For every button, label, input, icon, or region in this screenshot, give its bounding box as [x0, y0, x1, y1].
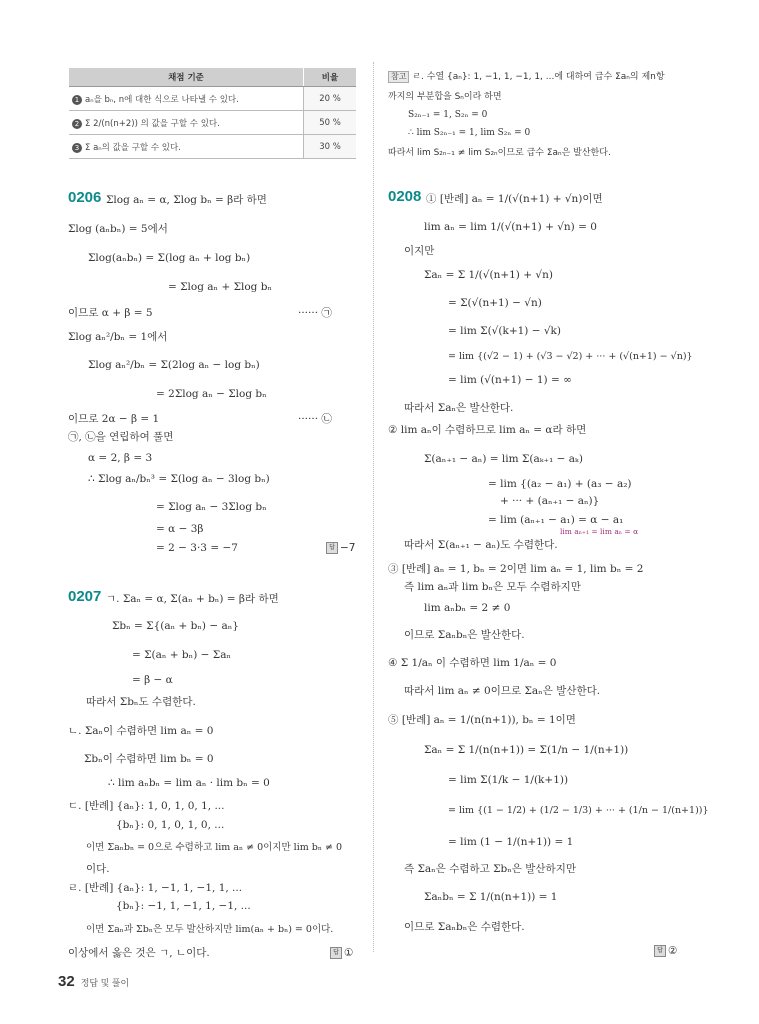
problem-number: 0206 — [68, 189, 102, 206]
note-line: ∴ lim S₂ₙ₋₁ = 1, lim S₂ₙ = 0 — [408, 128, 531, 138]
solution-line: ㄱ. Σaₙ = α, Σ(aₙ + bₙ) = β라 하면 — [106, 593, 279, 605]
solution-line: = lim (√(n+1) − 1) = ∞ — [448, 374, 572, 386]
grading-ratio: 30 % — [304, 135, 357, 159]
solution-line: = Σ(aₙ + bₙ) − Σaₙ — [132, 649, 231, 661]
grading-text: Σ aₙ의 값을 구할 수 있다. — [85, 142, 181, 153]
solution-line: Σlog aₙ²/bₙ = Σ(2log aₙ − log bₙ) — [88, 359, 260, 371]
step-badge: 3 — [72, 143, 82, 153]
solution-line: = Σ(√(n+1) − √n) — [448, 297, 542, 309]
solution-line: 이므로 Σaₙbₙ은 발산한다. — [404, 629, 525, 641]
grading-header-ratio: 비율 — [304, 68, 357, 87]
solution-line: = Σlog aₙ − 3Σlog bₙ — [156, 501, 267, 513]
solution-line: Σlog (aₙbₙ) = 5에서 — [68, 223, 168, 235]
solution-line: 이상에서 옳은 것은 ㄱ, ㄴ이다. — [68, 947, 210, 959]
solution-line: Σaₙbₙ = Σ 1/(n(n+1)) = 1 — [424, 891, 558, 903]
answer: 답 ① — [330, 946, 353, 960]
solution-line: 이면 Σaₙ과 Σbₙ은 모두 발산하지만 lim(aₙ + bₙ) = 0이다. — [86, 924, 334, 935]
grading-row — [69, 87, 356, 111]
grading-table — [69, 68, 356, 159]
solution-line: = lim {(√2 − 1) + (√3 − √2) + ··· + (√(n+1) − √n)} — [448, 351, 693, 362]
solution-line: 이므로 α + β = 5 — [68, 307, 153, 319]
answer-icon: 답 — [654, 945, 666, 957]
grading-header-row — [69, 68, 356, 87]
solution-line: 이면 Σaₙbₙ = 0으로 수렴하고 lim aₙ ≠ 0이지만 lim bₙ ≠ 0 — [86, 842, 343, 853]
solution-line: lim aₙbₙ = 2 ≠ 0 — [424, 602, 511, 614]
solution-line: 따라서 lim aₙ ≠ 0이므로 Σaₙ은 발산한다. — [404, 685, 601, 697]
page-footer — [58, 973, 129, 991]
solution-line: ㄹ. [반례] {aₙ}: 1, −1, 1, −1, 1, ... — [68, 882, 243, 894]
solution-line: ③ [반례] aₙ = 1, bₙ = 2이면 lim aₙ = 1, lim bₙ = 2 — [388, 563, 644, 575]
solution-line: lim aₙ = lim 1/(√(n+1) + √n) = 0 — [424, 221, 597, 233]
solution-line: Σbₙ = Σ{(aₙ + bₙ) − aₙ} — [112, 620, 239, 632]
grading-text: Σ 2/(n(n+2)) 의 값을 구할 수 있다. — [85, 118, 220, 129]
note-tag: 참고 — [388, 71, 409, 83]
solution-line: Σlog aₙ²/bₙ = 1에서 — [68, 331, 168, 343]
solution-line: ∴ Σlog aₙ/bₙ³ = Σ(log aₙ − 3log bₙ) — [88, 473, 270, 485]
annotation: lim aₙ₊₁ = lim aₙ = α — [560, 527, 639, 536]
solution-line: = β − α — [132, 674, 173, 686]
answer-icon: 답 — [326, 542, 338, 554]
problem-number: 0207 — [68, 588, 102, 605]
solution-line: ① [반례] aₙ = 1/(√(n+1) + √n)이면 — [426, 193, 603, 205]
solution-line: Σaₙ = Σ 1/(√(n+1) + √n) — [424, 269, 553, 281]
grading-text: aₙ을 bₙ, n에 대한 식으로 나타낼 수 있다. — [85, 94, 239, 105]
solution-line: {bₙ}: 0, 1, 0, 1, 0, ... — [116, 819, 225, 831]
solution-line: 따라서 Σaₙ은 발산한다. — [404, 402, 514, 414]
solution-line: ㉠, ㉡을 연립하여 풀면 — [68, 431, 174, 443]
note-line: 까지의 부분합을 Sₙ이라 하면 — [388, 92, 502, 102]
grading-ratio: 20 % — [304, 87, 357, 111]
solution-line: 이므로 2α − β = 1 — [68, 413, 160, 425]
solution-line: Σlog aₙ = α, Σlog bₙ = β라 하면 — [106, 194, 267, 206]
solution-line: 즉 Σaₙ은 수렴하고 Σbₙ은 발산하지만 — [404, 863, 576, 875]
step-badge: 2 — [72, 119, 82, 129]
note-line: S₂ₙ₋₁ = 1, S₂ₙ = 0 — [408, 110, 488, 120]
solution-line: 이지만 — [404, 245, 435, 257]
note-line: 참고 ㄹ. 수열 {aₙ}: 1, −1, 1, −1, 1, ...에 대하여 급수 Σaₙ의 제n항 — [388, 70, 665, 84]
solution-line: ④ Σ 1/aₙ 이 수렴하면 lim 1/aₙ = 0 — [388, 657, 557, 669]
note-line: 따라서 lim S₂ₙ₋₁ ≠ lim S₂ₙ이므로 급수 Σaₙ은 발산한다. — [388, 148, 611, 158]
solution-line: = lim (aₙ₊₁ − a₁) = α − a₁ — [488, 514, 624, 526]
solution-line: Σ(aₙ₊₁ − aₙ) = lim Σ(aₖ₊₁ − aₖ) — [424, 453, 583, 465]
solution-line: + ··· + (aₙ₊₁ − aₙ)} — [500, 495, 600, 507]
solution-line: 이다. — [86, 863, 110, 875]
grading-row — [69, 135, 356, 159]
solution-line: Σaₙ = Σ 1/(n(n+1)) = Σ(1/n − 1/(n+1)) — [424, 744, 629, 756]
solution-line: 따라서 Σbₙ도 수렴한다. — [86, 696, 196, 708]
footer-title: 정답 및 풀이 — [80, 978, 130, 988]
solution-line: α = 2, β = 3 — [88, 452, 153, 464]
solution-line: = lim {(a₂ − a₁) + (a₃ − a₂) — [488, 478, 632, 490]
page-number: 32 — [58, 973, 75, 990]
answer: 답 ② — [654, 944, 677, 958]
problem-number: 0208 — [388, 188, 422, 205]
equation-mark: ······ ㉠ — [298, 307, 332, 319]
solution-line: ② lim aₙ이 수렴하므로 lim aₙ = α라 하면 — [388, 424, 587, 436]
solution-line: = 2Σlog aₙ − Σlog bₙ — [156, 388, 267, 400]
solution-line: Σlog(aₙbₙ) = Σ(log aₙ + log bₙ) — [88, 252, 251, 264]
step-badge: 1 — [72, 95, 82, 105]
solution-line: = Σlog aₙ + Σlog bₙ — [168, 281, 273, 293]
solution-line: ㄷ. [반례] {aₙ}: 1, 0, 1, 0, 1, ... — [68, 800, 225, 812]
answer-icon: 답 — [330, 947, 342, 959]
answer: 답 −7 — [326, 541, 355, 555]
solution-line: ㄴ. Σaₙ이 수렴하면 lim aₙ = 0 — [68, 725, 214, 737]
solution-line: = 2 − 3·3 = −7 — [156, 542, 238, 554]
solution-line: ⑤ [반례] aₙ = 1/(n(n+1)), bₙ = 1이면 — [388, 714, 576, 726]
grading-row — [69, 111, 356, 135]
solution-line: {bₙ}: −1, 1, −1, 1, −1, ... — [116, 900, 251, 912]
solution-line: = lim (1 − 1/(n+1)) = 1 — [448, 836, 574, 848]
solution-line: ∴ lim aₙbₙ = lim aₙ · lim bₙ = 0 — [108, 777, 270, 789]
column-divider — [373, 62, 374, 952]
solution-line: Σbₙ이 수렴하면 lim bₙ = 0 — [84, 753, 214, 765]
solution-line: = lim {(1 − 1/2) + (1/2 − 1/3) + ··· + (1/n − 1/(n+1))} — [448, 805, 709, 816]
solution-line: 따라서 Σ(aₙ₊₁ − aₙ)도 수렴한다. — [404, 539, 558, 551]
grading-header-criteria: 채점 기준 — [69, 68, 304, 87]
solution-line: 이므로 Σaₙbₙ은 수렴한다. — [404, 921, 525, 933]
solution-line: = lim Σ(√(k+1) − √k) — [448, 325, 562, 337]
equation-mark: ······ ㉡ — [298, 413, 332, 425]
grading-ratio: 50 % — [304, 111, 357, 135]
solution-line: = lim Σ(1/k − 1/(k+1)) — [448, 774, 569, 786]
solution-line: = α − 3β — [156, 523, 204, 535]
solution-line: 즉 lim aₙ과 lim bₙ은 모두 수렴하지만 — [404, 581, 581, 593]
